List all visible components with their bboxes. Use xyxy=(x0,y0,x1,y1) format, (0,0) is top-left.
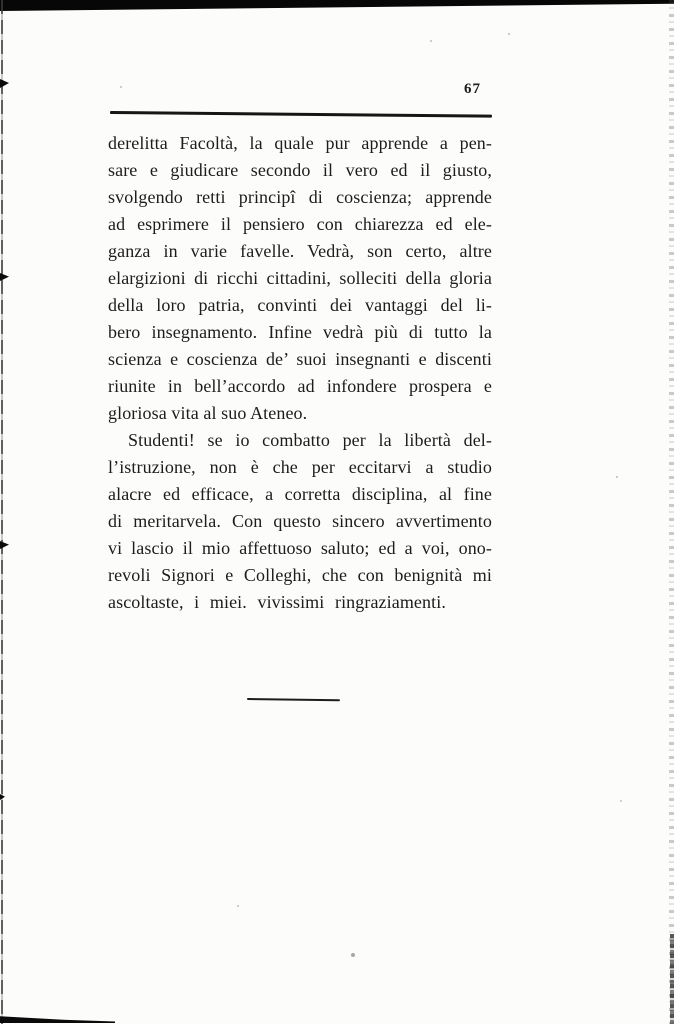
text-line: di meritarvela. Con questo sincero avvertimento xyxy=(108,511,492,531)
body-text-block xyxy=(108,130,492,616)
text-line: revoli Signori e Colleghi, che con benignità mi xyxy=(108,565,492,585)
scan-left-edge-mark xyxy=(0,273,9,281)
scan-bottom-left-artifact xyxy=(0,1015,115,1023)
scan-right-edge-noise xyxy=(669,0,674,1024)
text-line: svolgendo retti principî di coscienza; apprende xyxy=(108,187,492,207)
page-number: 67 xyxy=(464,81,481,97)
text-line paragraph-end: gloriosa vita al suo Ateneo. xyxy=(108,403,308,423)
header-rule xyxy=(110,111,492,117)
text-line: scienza e coscienza de’ suoi insegnanti e discenti xyxy=(108,349,492,369)
text-line: ad esprimere il pensiero con chiarezza ed ele- xyxy=(108,214,492,234)
text-line: elargizioni di ricchi cittadini, solleciti della gloria xyxy=(108,268,492,288)
text-line: riunite in bell’accordo ad infondere prospera e xyxy=(108,376,492,396)
scan-top-edge-artifact xyxy=(0,0,674,11)
text-line: derelitta Facoltà, la quale pur apprende a pen- xyxy=(108,133,492,153)
section-divider-rule xyxy=(247,698,340,701)
text-line: sare e giudicare secondo il vero ed il giusto, xyxy=(108,160,492,180)
text-line paragraph-start: Studenti! se io combatto per la libertà del- xyxy=(128,430,492,450)
text-line paragraph-end: ascoltaste, i miei. vivissimi ringraziamenti. xyxy=(108,592,446,612)
text-line: alacre ed efficace, a corretta disciplina, al fine xyxy=(108,484,492,504)
scan-left-edge-line xyxy=(1,0,3,1024)
text-line: della loro patria, convinti dei vantaggi del li- xyxy=(108,295,492,315)
text-line: ganza in varie favelle. Vedrà, son certo, altre xyxy=(108,241,492,261)
scan-left-edge-mark xyxy=(0,79,9,88)
scan-left-edge-mark xyxy=(0,541,9,549)
dust-specks xyxy=(0,0,2,2)
text-line: l’istruzione, non è che per eccitarvi a studio xyxy=(108,457,492,477)
scan-right-edge-noise-bottom xyxy=(670,934,674,1024)
text-line: vi lascio il mio affettuoso saluto; ed a voi, ono- xyxy=(108,538,492,558)
text-line: bero insegnamento. Infine vedrà più di tutto la xyxy=(108,322,492,342)
